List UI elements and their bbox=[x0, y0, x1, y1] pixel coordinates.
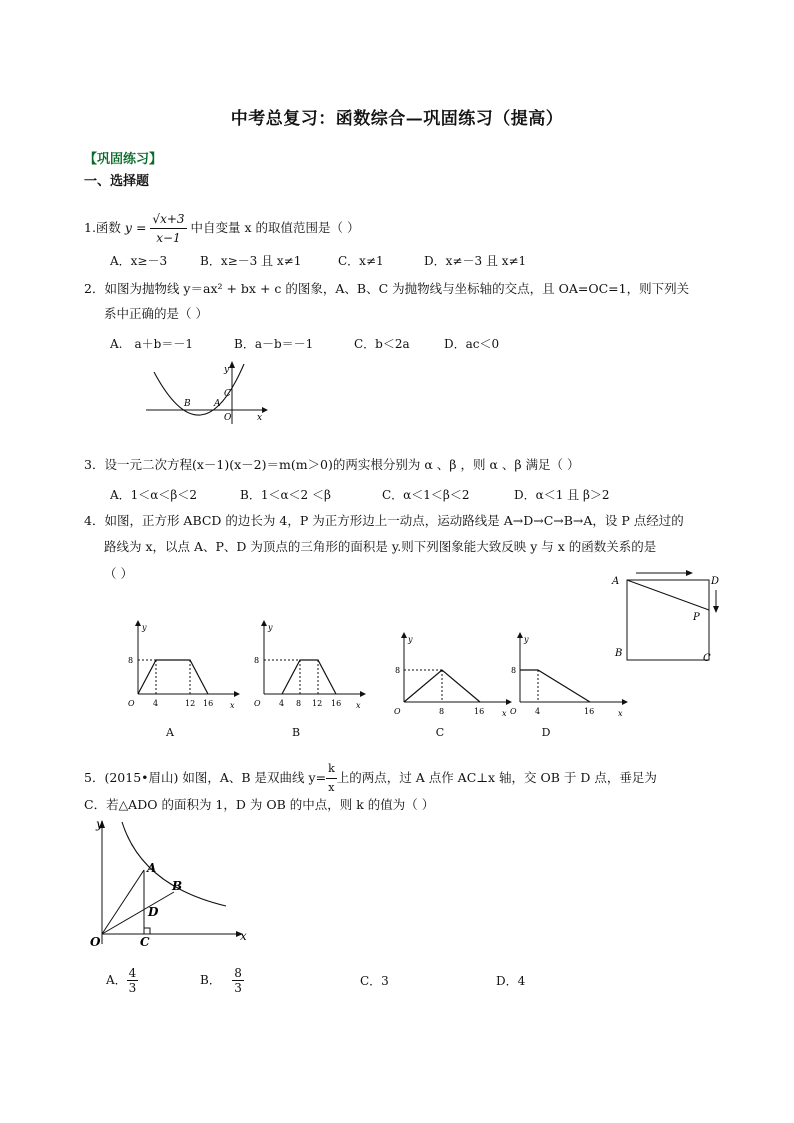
q5-d-label: D bbox=[148, 905, 159, 919]
q5-line1 bbox=[84, 760, 657, 797]
graph-b-ytick: 8 bbox=[254, 656, 260, 665]
q3-option-b: B．1＜α＜2 ＜β bbox=[240, 488, 331, 502]
q5-opt-b-prefix: B． bbox=[200, 973, 221, 987]
q5-suffix: 上的两点，过 A 点作 AC⊥x 轴，交 OB 于 D 点，垂足为 bbox=[336, 770, 657, 785]
q4-line3: （ ） bbox=[104, 566, 133, 581]
section-label: 【巩固练习】 bbox=[84, 152, 163, 167]
q1-suffix: 中自变量 x 的取值范围是（ ） bbox=[190, 220, 360, 235]
q5-opt-b-frac bbox=[232, 966, 244, 995]
q3-option-d: D．α＜1 且 β＞2 bbox=[514, 488, 610, 502]
q2-option-b: B．a－b＝－1 bbox=[234, 337, 314, 351]
q4-graph-b bbox=[244, 618, 372, 716]
q2-line2: 系中正确的是（ ） bbox=[104, 306, 208, 321]
q2-x-label: x bbox=[257, 413, 263, 423]
graph-d-tick-4: 4 bbox=[535, 707, 541, 716]
q5-c-label: C bbox=[140, 935, 150, 949]
q2-a-label: A bbox=[214, 399, 221, 409]
q5-option-b bbox=[200, 966, 244, 995]
q2-y-label: y bbox=[224, 365, 230, 375]
q5-line2: C．若△ADO 的面积为 1，D 为 OB 的中点，则 k 的值为（ ） bbox=[84, 797, 435, 812]
q1-option-a: A．x≥－3 bbox=[110, 254, 168, 268]
q5-option-c: C．3 bbox=[360, 974, 389, 988]
q2-o-label: O bbox=[224, 413, 232, 423]
graph-a-o: O bbox=[128, 699, 135, 708]
q4-graph-a bbox=[118, 618, 246, 716]
q2-option-c: C．b＜2a bbox=[354, 337, 410, 351]
q1-denominator: x−1 bbox=[156, 231, 181, 245]
q3-option-c: C．α＜1＜β＜2 bbox=[382, 488, 470, 502]
graph-c-tick-16: 16 bbox=[474, 707, 485, 716]
q4-graph-d bbox=[506, 630, 634, 720]
q5-frac-den: x bbox=[328, 781, 335, 794]
graph-d-tick-16: 16 bbox=[584, 707, 595, 716]
graph-c-label: C bbox=[435, 726, 445, 739]
q5-opt-a-prefix: A． bbox=[106, 973, 127, 987]
q5-opt-a-den: 3 bbox=[128, 981, 137, 995]
graph-c-ytick: 8 bbox=[395, 666, 401, 675]
q5-opt-b-num: 8 bbox=[234, 966, 242, 980]
q2-line1: 2．如图为抛物线 y＝ax² + bx + c 的图象，A、B、C 为抛物线与坐标轴的交点，且 OA=OC=1，则下列关 bbox=[84, 281, 690, 296]
q4-sq-p: P bbox=[693, 612, 700, 623]
q5-fraction bbox=[326, 760, 337, 797]
q4-sq-b: B bbox=[615, 648, 623, 659]
q5-y-label: y bbox=[96, 817, 103, 831]
q2-b-label: B bbox=[184, 399, 191, 409]
q5-hyperbola-graph bbox=[86, 816, 256, 950]
q5-x-label: x bbox=[240, 929, 247, 943]
q4-sq-c: C bbox=[703, 653, 711, 664]
q3-line1: 3．设一元二次方程(x－1)(x－2)＝m(m＞0)的两实根分别为 α 、β ，则 α 、β 满足（ ） bbox=[84, 457, 580, 472]
q5-opt-b-den: 3 bbox=[234, 981, 242, 995]
graph-b-x: x bbox=[356, 701, 361, 710]
question-1 bbox=[84, 210, 360, 247]
q1-option-d: D．x≠－3 且 x≠1 bbox=[424, 254, 527, 268]
graph-a-ytick: 8 bbox=[128, 656, 134, 665]
graph-a-y: y bbox=[142, 623, 147, 632]
graph-b-tick-16: 16 bbox=[331, 699, 342, 708]
graph-c-tick-8: 8 bbox=[439, 707, 445, 716]
q1-option-b: B．x≥－3 且 x≠1 bbox=[200, 254, 302, 268]
graph-c-o: O bbox=[394, 707, 401, 716]
q2-parabola-graph bbox=[140, 358, 270, 428]
graph-d-x: x bbox=[618, 709, 623, 718]
q5-option-a bbox=[106, 966, 138, 995]
q5-frac-num: k bbox=[326, 760, 337, 779]
q5-opt-a-num: 4 bbox=[128, 966, 137, 980]
graph-b-tick-4: 4 bbox=[279, 699, 285, 708]
graph-b-tick-8: 8 bbox=[296, 699, 302, 708]
q2-option-a: A. a＋b＝－1 bbox=[110, 337, 193, 351]
q4-sq-a: A bbox=[612, 576, 620, 587]
q1-y: y = bbox=[124, 220, 147, 235]
q5-a-label: A bbox=[147, 861, 157, 875]
q2-c-label: C bbox=[224, 389, 231, 399]
graph-c-x: x bbox=[502, 709, 507, 718]
graph-b-label: B bbox=[291, 726, 301, 739]
graph-a-tick-12: 12 bbox=[185, 699, 196, 708]
q5-o-label: O bbox=[90, 935, 101, 949]
q5-b-label: B bbox=[172, 879, 183, 893]
q4-line1: 4．如图，正方形 ABCD 的边长为 4，P 为正方形边上一动点，运动路线是 A→D→C→B→A，设 P 点经过的 bbox=[84, 513, 684, 528]
graph-d-label: D bbox=[541, 726, 551, 739]
q5-option-d: D．4 bbox=[496, 974, 526, 988]
graph-b-tick-12: 12 bbox=[312, 699, 323, 708]
graph-a-tick-16: 16 bbox=[203, 699, 214, 708]
graph-b-o: O bbox=[254, 699, 261, 708]
q4-graph-c bbox=[390, 630, 518, 720]
graph-d-ytick: 8 bbox=[511, 666, 517, 675]
q5-opt-a-frac bbox=[127, 966, 139, 995]
graph-a-label: A bbox=[166, 726, 174, 739]
q5-prefix: 5．(2015•眉山) 如图，A、B 是双曲线 y= bbox=[84, 770, 327, 785]
graph-c-y: y bbox=[408, 635, 413, 644]
q1-numerator: √x+3 bbox=[150, 210, 186, 229]
q2-option-d: D．ac＜0 bbox=[444, 337, 500, 351]
graph-d-y: y bbox=[524, 635, 529, 644]
graph-d-o: O bbox=[510, 707, 517, 716]
q1-fraction bbox=[150, 210, 186, 247]
graph-a-tick-4: 4 bbox=[153, 699, 159, 708]
q1-prefix: 1.函数 bbox=[84, 220, 121, 235]
q4-line2: 路线为 x，以点 A、P、D 为顶点的三角形的面积是 y.则下列图象能大致反映 y 与 x 的函数关系的是 bbox=[104, 539, 657, 554]
part-heading: 一、选择题 bbox=[84, 174, 150, 189]
page-title: 中考总复习：函数综合—巩固练习（提高） bbox=[230, 109, 564, 129]
q3-option-a: A．1＜α＜β＜2 bbox=[110, 488, 197, 502]
graph-b-y: y bbox=[268, 623, 273, 632]
graph-a-x: x bbox=[230, 701, 235, 710]
q1-option-c: C．x≠1 bbox=[338, 254, 384, 268]
q4-sq-d: D bbox=[711, 576, 720, 587]
